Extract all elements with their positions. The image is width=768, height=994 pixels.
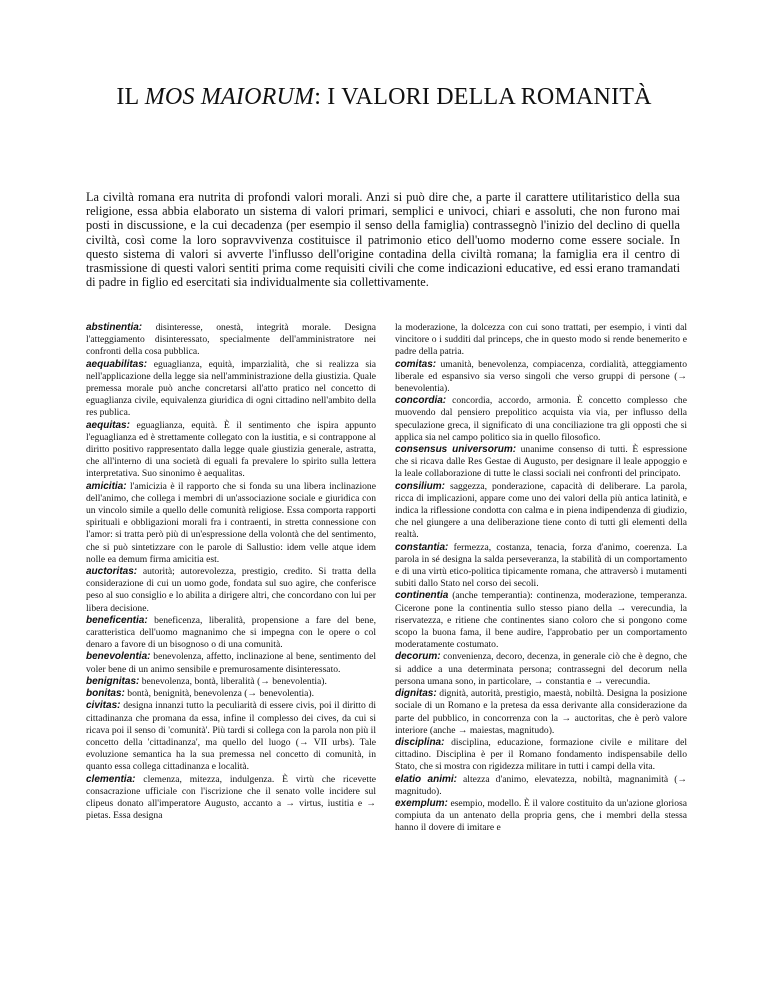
glossary-term: constantia:	[395, 541, 449, 553]
glossary-entry	[86, 420, 376, 481]
glossary-definition: esempio, modello. È il valore costituito da un'azione gloriosa compiuta da un antenato della propria gens, che i membri della stessa hanno il dovere di imitare e	[395, 797, 687, 834]
glossary-right-column	[395, 322, 687, 835]
glossary-entry	[86, 774, 376, 823]
glossary-definition: saggezza, ponderazione, capacità di deliberare. La parola, ricca di implicazioni, appare come uno dei valori della più antica latinità, e indica la riflessione condotta con calma e in piena indipendenza di giudizio, che nel giungere a una deliberazione tiene conto di tutti gli elementi della realtà.	[395, 480, 687, 541]
glossary-entry	[395, 590, 687, 651]
glossary-entry	[395, 444, 687, 481]
glossary-definition: eguaglianza, equità, imparzialità, che si realizza sia nell'applicazione della legge sia nell'amministrazione della giustizia. Quale premessa morale può anche concretarsi all'atto pratico nel concetto di eguaglianza civile, equivalenza giuridica di ogni cittadino nell'ambito della res publica.	[86, 358, 376, 419]
glossary-term: civitas:	[86, 700, 121, 712]
glossary-definition: l'amicizia è il rapporto che si fonda su una libera inclinazione dell'animo, che collega i membri di un'associazione sociale e giuridica con un vincolo simile a quello delle comunità religiose. Essa comporta rapporti spirituali e obbligazioni morali fra i contraenti, in stretta connessione con l'amor: si tratta però più di un'espressione della volontà che del sentimento, che si può sintetizzare con le parole di Sallustio: idem velle atque idem nolle ea demum firma amicitia est.	[86, 480, 376, 565]
glossary-definition: unanime consenso di tutti. È espressione che si ricava dalle Res Gestae di Augusto, per designare il leale appoggio e la leale collaborazione di tutte le classi sociali nei confronti del principato.	[395, 444, 687, 480]
glossary-definition: (anche temperantia): continenza, moderazione, temperanza. Cicerone pone la continentia sullo stesso piano della → verecundia, la riservatezza, e ritiene che continentes siano coloro che si pongono come scopo la buona fama, il bene audire, l'approbatio per un comportamento moderatamente costumato.	[395, 590, 687, 651]
glossary-entry	[86, 566, 376, 615]
glossary-term: disciplina:	[395, 736, 445, 748]
glossary-definition: disciplina, educazione, formazione civile e militare del cittadino. Disciplina è per il Romano fondamento indispensabile dello Stato, che si mostra con rigidezza militare in tutti i campi della vita.	[395, 736, 687, 773]
glossary-definition: la moderazione, la dolcezza con cui sono trattati, per esempio, i vinti dal vincitore o i sudditi dal princeps, che in questo modo si rende benemerito e padre della patria.	[395, 322, 687, 358]
glossary-definition: clemenza, mitezza, indulgenza. È virtù che ricevette consacrazione ufficiale con l'iscrizione che il senato volle incidere sul clipeus donato all'imperatore Augusto, accanto a → virtus, iustitia e → pietas. Essa designa	[86, 773, 376, 822]
title-text: IL MOS MAIORUM: I VALORI DELLA ROMANITÀ	[116, 84, 652, 110]
glossary-entry	[395, 737, 687, 774]
glossary-entry	[395, 322, 687, 359]
glossary-definition: concordia, accordo, armonia. È concetto complesso che muovendo dal pensiero prepolitico acquista via via, per influsso della speculazione greca, il significato di una conciliazione tra gli opposti che si applica sia nel campo politico sia in quello filosofico.	[395, 395, 687, 443]
glossary-entry	[395, 688, 687, 737]
glossary-entry	[395, 481, 687, 542]
glossary-term: aequabilitas:	[86, 358, 148, 370]
glossary-left-column	[86, 322, 376, 822]
glossary-definition: fermezza, costanza, tenacia, forza d'animo, coerenza. La parola in sé designa la salda perseveranza, la stabilità di un comportamento e di una virtù etico-politica tipicamente romana, che attraversò i mutamenti subiti dallo Stato nel corso dei secoli.	[395, 541, 687, 590]
glossary-entry	[86, 700, 376, 773]
glossary-entry	[86, 688, 376, 700]
glossary-term: elatio animi:	[395, 773, 457, 785]
glossary-entry	[86, 676, 376, 688]
glossary-term: consilium:	[395, 480, 446, 492]
page-title	[0, 84, 768, 111]
glossary-definition: dignità, autorità, prestigio, maestà, nobiltà. Designa la posizione sociale di un Romano e la pretesa da essa derivante alla considerazione da parte del pubblico, in concorrenza con la → auctoritas, che è però valore interiore (anche → maiestas, magnitudo).	[395, 688, 687, 736]
glossary-term: comitas:	[395, 358, 437, 370]
glossary-term: continentia	[395, 590, 449, 602]
glossary-definition: umanità, benevolenza, compiacenza, cordialità, atteggiamento liberale ed espansivo sia verso singoli che verso gruppi di persone (→ benevolentia).	[395, 358, 687, 395]
glossary-entry	[86, 481, 376, 566]
glossary-entry	[395, 798, 687, 835]
glossary-term: benignitas:	[86, 675, 140, 687]
glossary-term: decorum:	[395, 651, 441, 663]
glossary-definition: convenienza, decoro, decenza, in generale ciò che è degno, che si addice a una determinata persona; contrassegni del decorum nella persona umana sono, in particolare, → constantia e → verecundia.	[395, 651, 687, 687]
glossary-entry	[86, 651, 376, 675]
glossary-definition: benevolenza, affetto, inclinazione al bene, sentimento del voler bene di un animo sensibile e premurosamente disinteressato.	[86, 651, 376, 675]
glossary-entry	[395, 359, 687, 396]
glossary-term: dignitas:	[395, 688, 437, 700]
glossary-definition: disinteresse, onestà, integrità morale. Designa l'atteggiamento disinteressato, specialmente dell'amministratore nei confronti della cosa pubblica.	[86, 322, 376, 358]
glossary-term: beneficentia:	[86, 614, 148, 626]
glossary-definition: bontà, benignità, benevolenza (→ benevolentia).	[124, 688, 315, 700]
glossary-term: benevolentia:	[86, 651, 151, 663]
glossary-definition: eguaglianza, equità. È il sentimento che ispira appunto l'eguaglianza ed è strettamente collegato con la iustitia, e si contrappone al diritto positivo rappresentato dalla legge quale giustizia generale, astratta, che all'interno di una società di eguali fa prevalere lo spirito sulla lettera interpretativa. Suo sinonimo è aequalitas.	[86, 419, 376, 480]
glossary-entry	[395, 542, 687, 591]
glossary-entry	[86, 615, 376, 652]
glossary-term: clementia:	[86, 773, 136, 785]
glossary-entry	[86, 359, 376, 420]
glossary-definition: beneficenza, liberalità, propensione a fare del bene, caratteristica dell'uomo magnanimo che si impegna con le opere o col denaro a favore di un bisognoso o di una comunità.	[86, 614, 376, 651]
glossary-entry	[395, 774, 687, 798]
glossary-term: auctoritas:	[86, 566, 138, 578]
glossary-term: amicitia:	[86, 480, 127, 492]
glossary-entry	[86, 322, 376, 359]
glossary-definition: altezza d'animo, elevatezza, nobiltà, magnanimità (→ magnitudo).	[395, 773, 687, 797]
glossary-term: consensus universorum:	[395, 444, 517, 456]
glossary-entry	[395, 395, 687, 444]
glossary-definition: autorità; autorevolezza, prestigio, credito. Si tratta della considerazione di cui un uomo gode, fondata sul suo agire, che conferisce peso al suo consiglio e lo abilita a dirigere altri, che concordano con lui per libera decisione.	[86, 566, 376, 614]
intro-paragraph: La civiltà romana era nutrita di profondi valori morali. Anzi si può dire che, a parte il carattere utilitaristico della sua religione, essa abbia elaborato un sistema di valori primari, semplici e univoci, chiari e assoluti, che non furono mai posti in discussione, e la cui decadenza (per esempio il senso della famiglia) contrassegnò l'inizio del declino di quella civiltà, così come la loro sopravvivenza costituisce il patrimonio etico dell'uomo moderno come essere sociale. In questo sistema di valori si avverte l'influsso dell'origine contadina della civiltà romana; la famiglia era il centro di trasmissione di questi valori sentiti prima come requisiti civili che come indicazioni educative, ed essi erano tramandati di padre in figlio ed esercitati sia individualmente sia collettivamente.	[86, 190, 680, 290]
glossary-term: concordia:	[395, 395, 447, 407]
glossary-term: bonitas:	[86, 688, 125, 700]
glossary-definition: designa innanzi tutto la peculiarità di essere civis, poi il diritto di cittadinanza che promana da essa, infine il complesso dei cives, da cui si ricava poi il senso di 'comunità'. Più tardi si collega con la parola non più il concetto della 'cittadinanza', ma quello del luogo (→ VII urbs). Tale evoluzione semantica ha la sua premessa nel concetto di comunità, in quanto essa collega cittadinanza e località.	[86, 700, 376, 773]
glossary-definition: benevolenza, bontà, liberalità (→ benevolentia).	[139, 675, 327, 687]
glossary-term: exemplum:	[395, 797, 448, 809]
glossary-entry	[395, 651, 687, 688]
glossary-term: aequitas:	[86, 419, 130, 431]
glossary-term: abstinentia:	[86, 322, 143, 333]
